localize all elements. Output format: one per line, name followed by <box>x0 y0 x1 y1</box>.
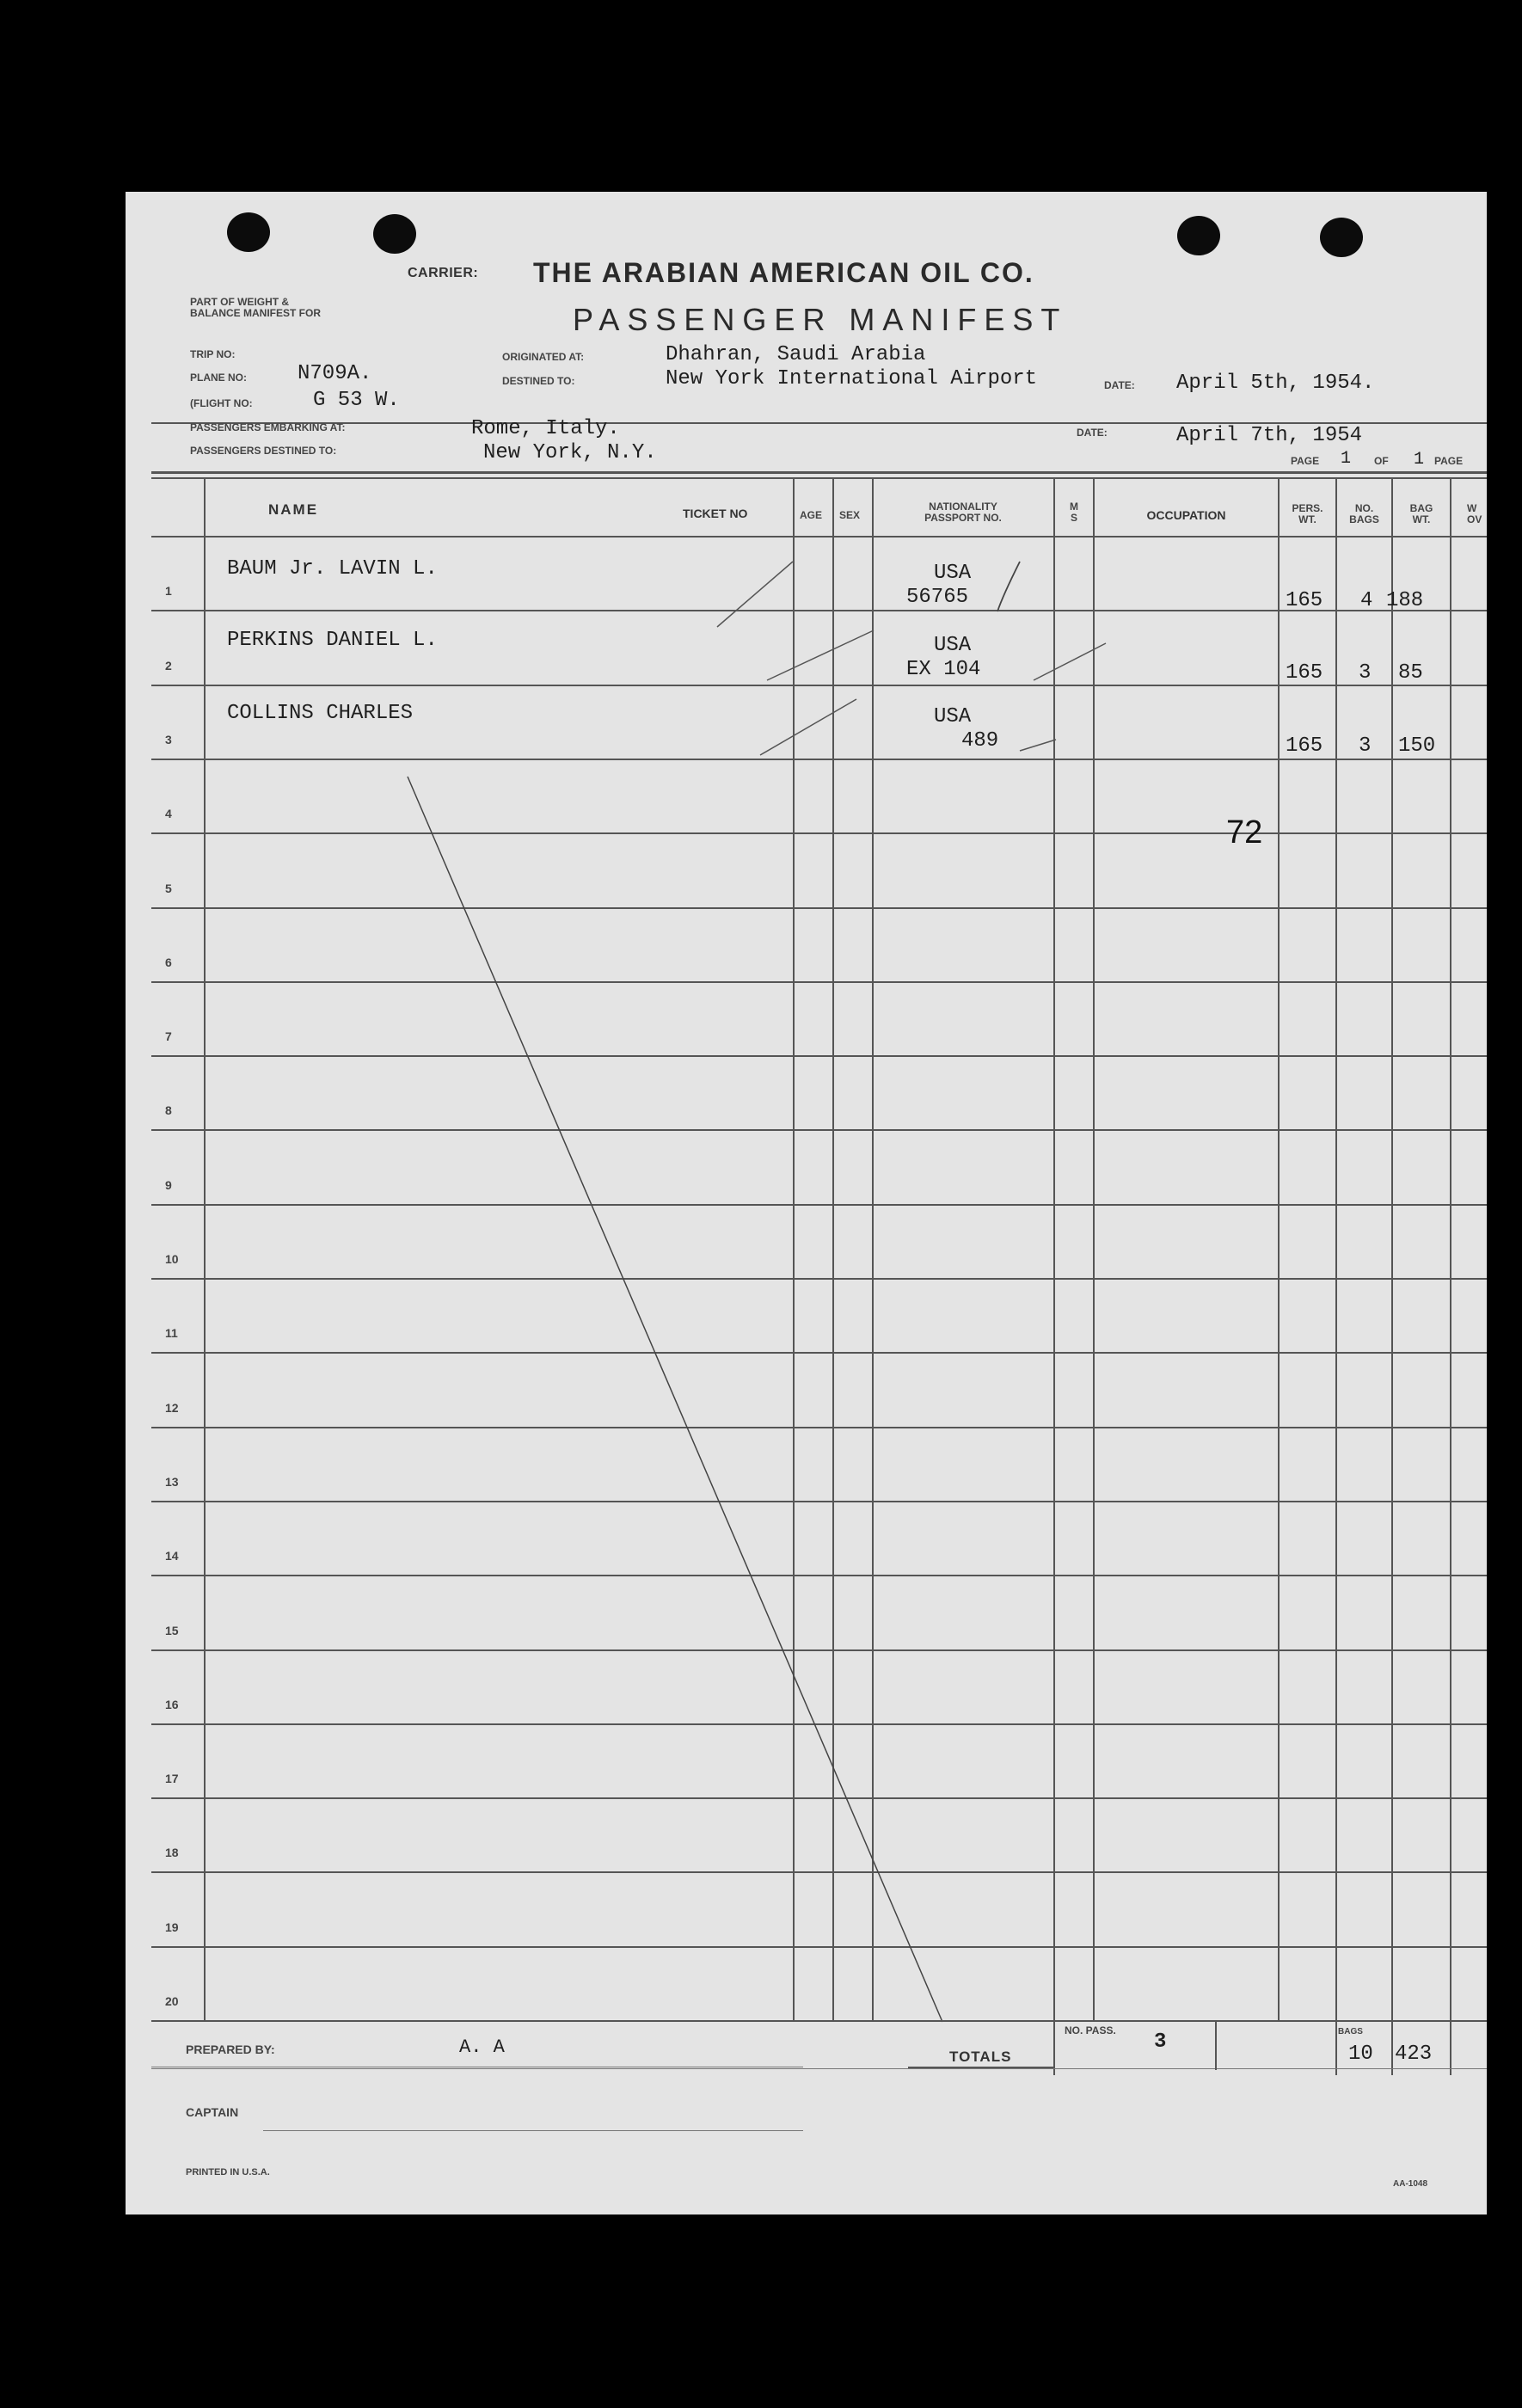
col-cutoff-line1: W <box>1467 502 1477 514</box>
bags-total-value: 10 <box>1348 2042 1373 2066</box>
col-nationality-line1: NATIONALITY <box>929 501 997 513</box>
flight-no-label: (FLIGHT NO: <box>190 397 253 409</box>
pass-destined-value: New York, N.Y. <box>483 441 657 464</box>
passenger-2-name: PERKINS DANIEL L. <box>227 629 438 652</box>
page-no: 1 <box>1341 449 1352 469</box>
check-mark <box>997 562 1020 611</box>
bags-total-label: BAGS <box>1338 2027 1363 2036</box>
passenger-1-passport: 56765 <box>906 586 969 609</box>
table-bottom-border <box>151 2020 1487 2022</box>
date-label: DATE: <box>1104 379 1135 391</box>
prepared-by-label: PREPARED BY: <box>186 2042 275 2056</box>
page-label: PAGE <box>1291 455 1320 467</box>
row-number: 8 <box>165 1103 172 1117</box>
embarking-value: Rome, Italy. <box>471 417 620 440</box>
annotation-number: 72 <box>1226 814 1263 851</box>
embarking-label: PASSENGERS EMBARKING AT: <box>190 421 346 433</box>
flight-no: G 53 W. <box>313 389 400 412</box>
col-ms-line2: S <box>1070 512 1077 524</box>
col-bagwt-line1: BAG <box>1409 502 1433 514</box>
pen-marks <box>126 192 1487 2214</box>
date2-label: DATE: <box>1077 427 1108 439</box>
originated-label: ORIGINATED AT: <box>502 351 585 363</box>
row-number: 10 <box>165 1252 179 1266</box>
col-age: AGE <box>800 509 823 521</box>
prepared-by-value: A. A <box>459 2036 505 2058</box>
originated-value: Dhahran, Saudi Arabia <box>666 343 926 366</box>
passenger-2-passport: EX 104 <box>906 658 981 681</box>
passenger-3-nationality: USA <box>934 705 972 728</box>
destined-label: DESTINED TO: <box>502 375 575 387</box>
col-pers-line2: WT. <box>1298 513 1316 525</box>
row-number: 7 <box>165 1029 172 1043</box>
passenger-3-name: COLLINS CHARLES <box>227 702 414 725</box>
row-number: 20 <box>165 1994 179 2008</box>
date-value: April 5th, 1954. <box>1176 372 1375 395</box>
totals-label: TOTALS <box>949 2049 1012 2065</box>
passenger-1-pers-wt: 165 <box>1286 589 1323 612</box>
row-number: 17 <box>165 1772 179 1785</box>
row-number: 9 <box>165 1178 172 1192</box>
row-number: 5 <box>165 882 172 895</box>
row-number: 11 <box>165 1326 178 1340</box>
destined-value: New York International Airport <box>666 367 1038 390</box>
col-bagwt-line2: WT. <box>1412 513 1431 525</box>
plane-no: N709A. <box>298 362 372 385</box>
bag-wt-total-value: 423 <box>1395 2042 1433 2066</box>
no-pass-value: 3 <box>1154 2030 1167 2054</box>
row-number: 4 <box>165 807 172 820</box>
footer-divider <box>151 2068 1487 2069</box>
carrier-label: CARRIER: <box>408 266 479 280</box>
row-number: 15 <box>165 1624 179 1637</box>
passenger-2-nationality: USA <box>934 634 972 657</box>
row-number: 13 <box>165 1475 179 1489</box>
passenger-1-bags: 4 <box>1360 589 1373 612</box>
printed-label: PRINTED IN U.S.A. <box>186 2167 270 2178</box>
col-ms-line1: M <box>1070 501 1078 513</box>
form-number: AA-1048 <box>1393 2179 1428 2189</box>
col-cutoff-line2: OV <box>1467 513 1482 525</box>
passenger-3-pers-wt: 165 <box>1286 734 1323 758</box>
passenger-2-pers-wt: 165 <box>1286 661 1323 685</box>
passenger-1-name: BAUM Jr. LAVIN L. <box>227 557 438 580</box>
row-number: 3 <box>165 733 172 746</box>
pages-label: PAGE <box>1434 455 1464 467</box>
tick-mark <box>717 562 793 627</box>
of-label: OF <box>1374 455 1389 467</box>
tick-mark <box>760 699 856 755</box>
passenger-3-bags: 3 <box>1359 734 1372 758</box>
col-bags-line1: NO. <box>1354 502 1374 514</box>
col-name: NAME <box>268 501 319 518</box>
manifest-sheet <box>126 192 1487 2214</box>
row-number: 18 <box>165 1846 179 1859</box>
passenger-2-bags: 3 <box>1359 661 1372 685</box>
row-number: 6 <box>165 955 172 969</box>
tick-mark <box>1034 643 1106 680</box>
captain-line <box>263 2130 803 2131</box>
page-total: 1 <box>1414 450 1425 470</box>
row-number: 16 <box>165 1698 179 1711</box>
footer-col-divider <box>1215 2022 1217 2070</box>
col-nationality-line2: PASSPORT NO. <box>924 512 1002 524</box>
tick-mark <box>767 630 874 680</box>
passenger-1-nationality: USA <box>934 562 972 585</box>
row-number: 1 <box>165 584 172 598</box>
carrier-name: THE ARABIAN AMERICAN OIL CO. <box>533 257 1034 288</box>
row-number: 19 <box>165 1920 179 1934</box>
tick-mark <box>1020 740 1056 751</box>
captain-label: CAPTAIN <box>186 2105 239 2119</box>
col-ticket: TICKET NO <box>683 507 748 520</box>
col-bags-line2: BAGS <box>1349 513 1379 525</box>
col-sex: SEX <box>839 509 861 521</box>
date2-value: April 7th, 1954 <box>1176 424 1363 447</box>
col-pers-line1: PERS. <box>1292 502 1323 514</box>
pass-destined-label: PASSENGERS DESTINED TO: <box>190 445 337 457</box>
page-title: PASSENGER MANIFEST <box>573 302 1068 337</box>
col-occupation: OCCUPATION <box>1146 508 1226 522</box>
row-number: 14 <box>165 1549 179 1563</box>
passenger-3-bag-wt: 150 <box>1398 734 1436 758</box>
plane-no-label: PLANE NO: <box>190 372 247 384</box>
row-number: 2 <box>165 659 172 673</box>
passenger-2-bag-wt: 85 <box>1398 661 1423 685</box>
passenger-1-bag-wt: 188 <box>1386 589 1424 612</box>
part-of-label: PART OF WEIGHT & BALANCE MANIFEST FOR <box>190 296 321 319</box>
passenger-3-passport: 489 <box>961 729 999 752</box>
no-pass-label: NO. PASS. <box>1065 2024 1116 2036</box>
trip-no-label: TRIP NO: <box>190 348 236 360</box>
row-number: 12 <box>165 1401 179 1415</box>
diagonal-strike-line <box>408 777 942 2022</box>
